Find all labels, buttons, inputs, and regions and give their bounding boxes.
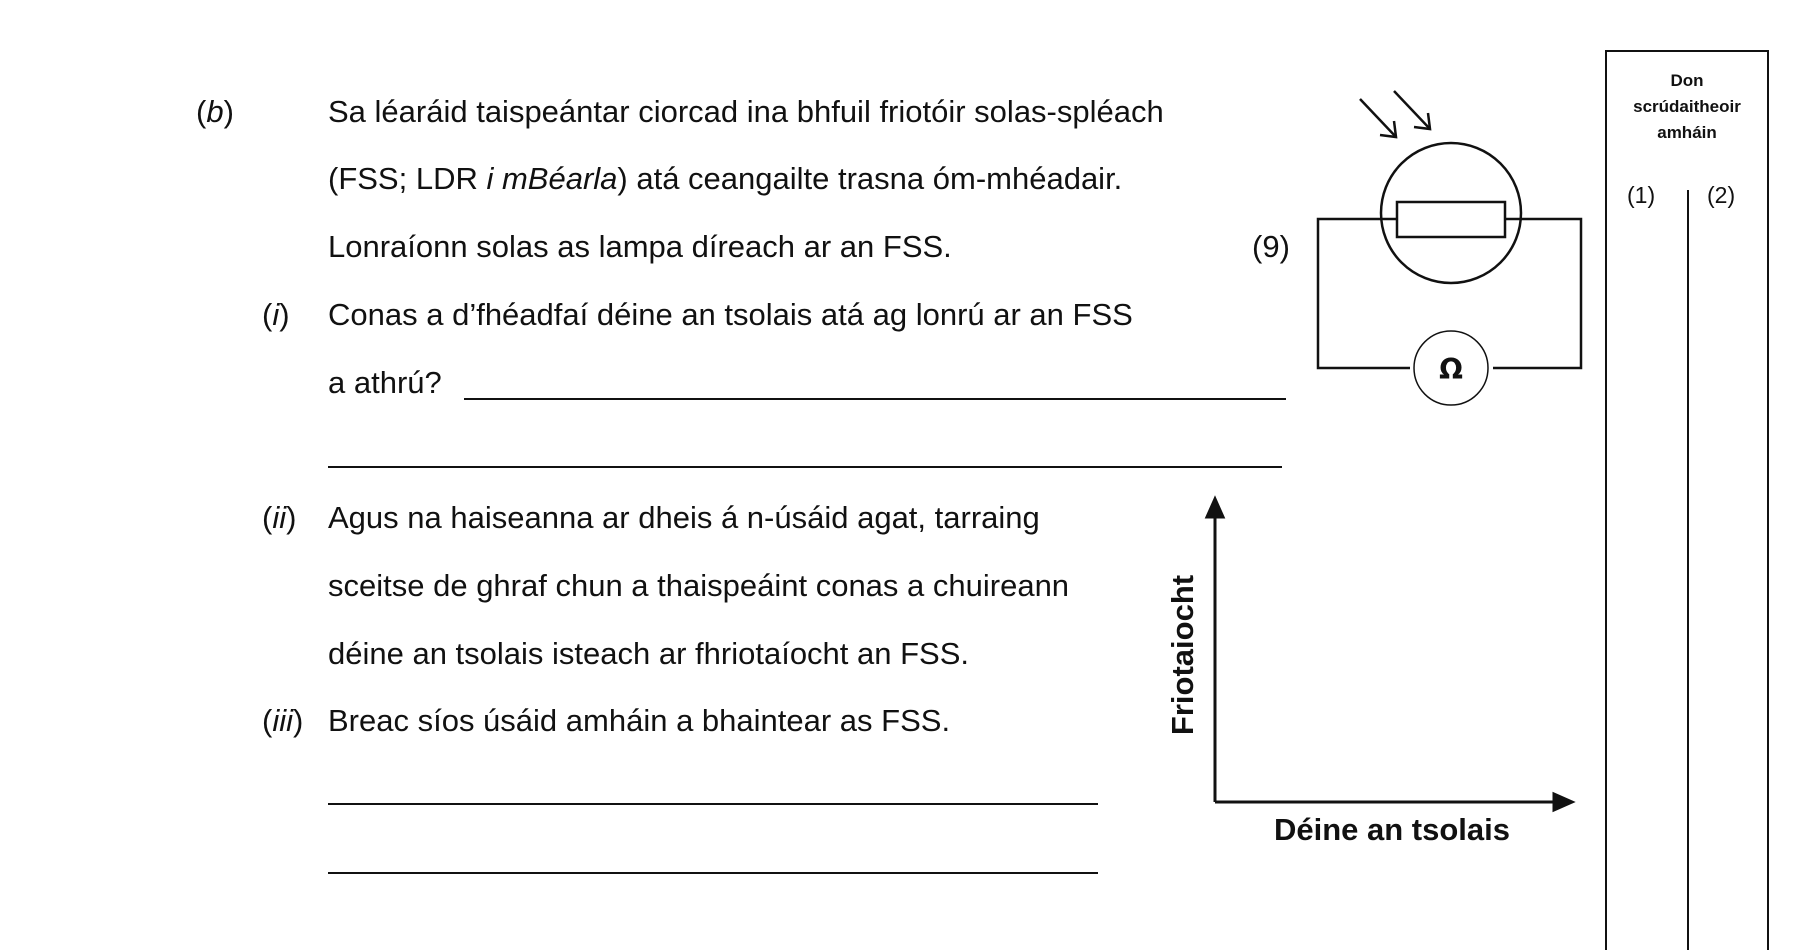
answer-line-iii-1[interactable] xyxy=(328,803,1098,805)
subpart-i-letter: i xyxy=(272,297,280,332)
subpart-i-line-2: a athrú? xyxy=(328,365,442,400)
examiner-title-line-1: Don xyxy=(1670,71,1704,90)
intro-line-2-italic: i mBéarla xyxy=(486,161,618,196)
examiner-box xyxy=(1605,50,1769,950)
answer-line-i-1[interactable] xyxy=(464,398,1286,400)
examiner-title xyxy=(1607,68,1767,146)
resistor-symbol xyxy=(1397,202,1505,237)
y-axis-label: Friotaiocht xyxy=(1165,574,1200,736)
subpart-i-label: (i) xyxy=(262,297,290,332)
examiner-col-1: (1) xyxy=(1627,182,1656,208)
subpart-ii-label: (ii) xyxy=(262,500,297,535)
part-letter: b xyxy=(206,94,224,129)
marks: (9) xyxy=(1252,229,1290,264)
subpart-ii-line-1: Agus na haiseanna ar dheis á n-úsáid agat, tarraing xyxy=(328,500,1040,535)
ohm-symbol: Ω xyxy=(1439,353,1463,386)
examiner-title-line-3: amháin xyxy=(1657,123,1717,142)
y-axis-arrowhead xyxy=(1207,499,1223,517)
examiner-col-2: (2) xyxy=(1707,182,1736,208)
graph-axes xyxy=(1160,495,1580,855)
intro-line-2 xyxy=(328,161,1122,197)
subpart-i-line-1: Conas a d’fhéadfaí déine an tsolais atá ag lonrú ar an FSS xyxy=(328,297,1133,332)
intro-line-1: Sa léaráid taispeántar ciorcad ina bhfuil friotóir solas-spléach xyxy=(328,94,1164,129)
circuit-wire-right xyxy=(1493,219,1581,368)
examiner-divider xyxy=(1687,190,1689,950)
subpart-iii-letter: iii xyxy=(272,703,293,738)
intro-line-3: Lonraíonn solas as lampa díreach ar an FSS. xyxy=(328,229,952,264)
examiner-title-line-2: scrúdaitheoir xyxy=(1633,97,1741,116)
intro-line-2-rest: ) atá ceangailte trasna óm-mhéadair. xyxy=(617,161,1123,196)
subpart-ii-line-2: sceitse de ghraf chun a thaispeáint conas a chuireann xyxy=(328,568,1070,603)
subpart-iii-line-1: Breac síos úsáid amháin a bhaintear as FSS. xyxy=(328,703,951,738)
intro-line-2-prefix: (FSS; LDR xyxy=(328,161,487,196)
subpart-iii-label: (iii) xyxy=(262,703,304,738)
subpart-ii-line-3: déine an tsolais isteach ar fhriotaíocht an FSS. xyxy=(328,636,970,671)
circuit-wire-left xyxy=(1318,219,1410,368)
answer-line-i-2[interactable] xyxy=(328,466,1282,468)
answer-line-iii-2[interactable] xyxy=(328,872,1098,874)
ldr-circuit-diagram xyxy=(1310,85,1610,410)
ldr-circle xyxy=(1381,143,1521,283)
part-label: (b) xyxy=(196,94,234,129)
light-arrow-2 xyxy=(1394,91,1430,129)
x-axis-arrowhead xyxy=(1554,794,1572,810)
light-arrow-1 xyxy=(1360,99,1396,137)
subpart-ii-letter: ii xyxy=(272,500,287,535)
x-axis-label: Déine an tsolais xyxy=(1273,812,1511,847)
